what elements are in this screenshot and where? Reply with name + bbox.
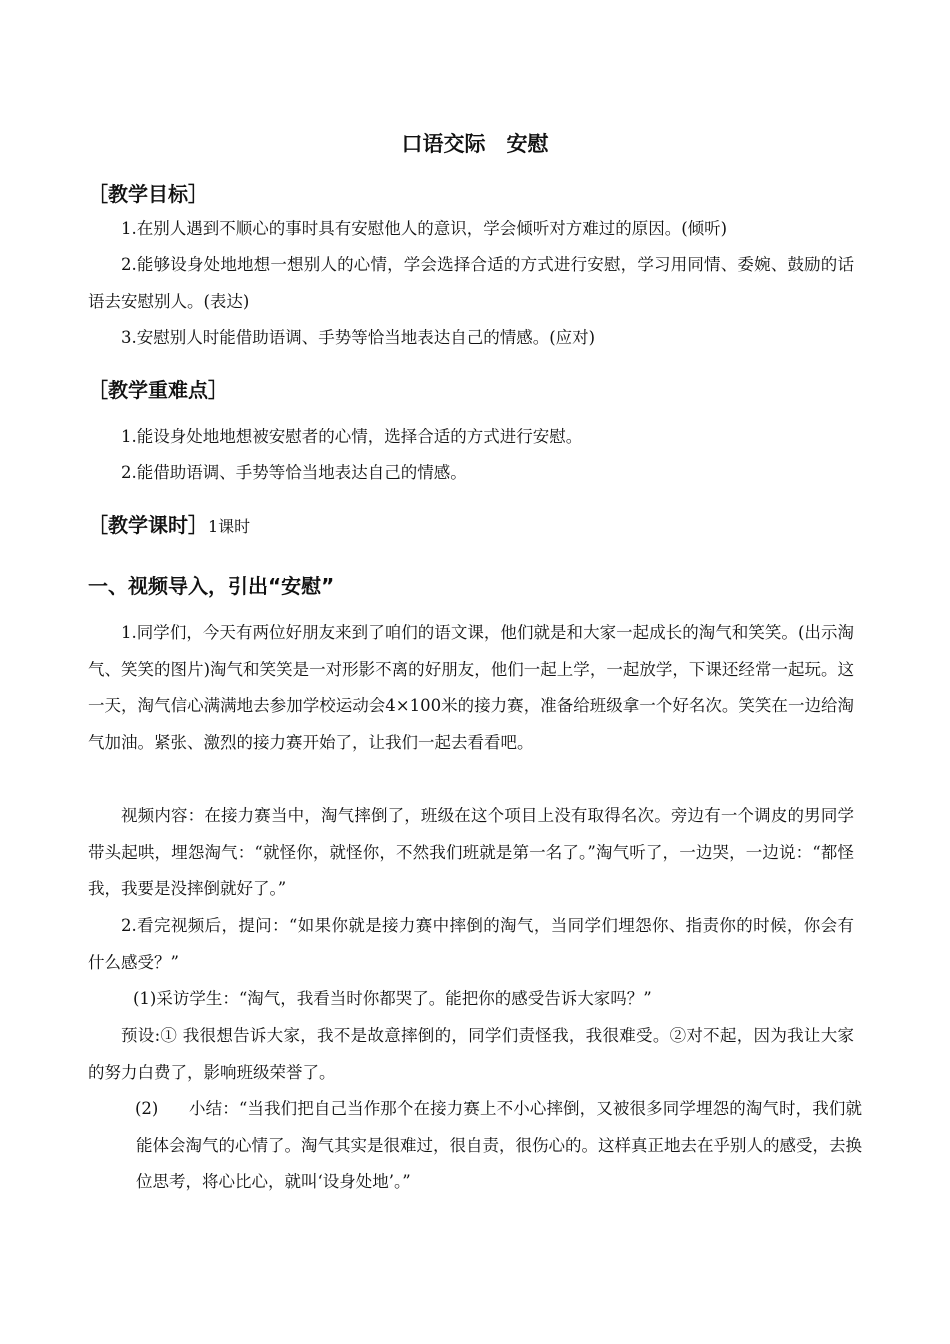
hours-line bbox=[88, 509, 250, 538]
keypoint-item-2: 2.能借助语调、手势等恰当地表达自己的情感。 bbox=[121, 463, 467, 482]
section1-paragraph-5: 预设:① 我很想告诉大家，我不是故意摔倒的，同学们责怪我，我很难受。②对不起，因为我让大家的努力白费了，影响班级荣誉了。 bbox=[88, 1026, 854, 1082]
section1-heading: 一、视频导入，引出“安慰” bbox=[88, 574, 335, 598]
section1-paragraph-3: 2.看完视频后，提问：“如果你就是接力赛中摔倒的淘气，当同学们埋怨你、指责你的时候，你会有什么感受？” bbox=[88, 916, 854, 972]
goal-item-1: 1.在别人遇到不顺心的事时具有安慰他人的意识，学会倾听对方难过的原因。(倾听) bbox=[121, 219, 728, 238]
keypoints-heading: ［教学重难点］ bbox=[88, 378, 228, 402]
goals-heading: ［教学目标］ bbox=[88, 182, 208, 206]
summary-number: (2) bbox=[135, 1099, 159, 1118]
section1-paragraph-4: (1)采访学生：“淘气，我看当时你都哭了。能把你的感受告诉大家吗？” bbox=[133, 989, 652, 1008]
section1-summary: 小结：“当我们把自己当作那个在接力赛上不小心摔倒，又被很多同学埋怨的淘气时，我们就能体会淘气的心情了。淘气其实是很难过，很自责，很伤心的。这样真正地去在乎别人的感受，去换位思考，将心比心，就叫‘设身处地’。” bbox=[136, 1099, 862, 1191]
goal-item-2: 2.能够设身处地地想一想别人的心情，学会选择合适的方式进行安慰，学习用同情、委婉、鼓励的话语去安慰别人。(表达) bbox=[88, 255, 854, 311]
hours-value: 1课时 bbox=[208, 517, 251, 536]
section1-paragraph-1: 1.同学们，今天有两位好朋友来到了咱们的语文课，他们就是和大家一起成长的淘气和笑笑。(出示淘气、笑笑的图片)淘气和笑笑是一对形影不离的好朋友，他们一起上学，一起放学，下课还经常一起玩。这一天，淘气信心满满地去参加学校运动会4×100米的接力赛，准备给班级拿一个好名次。笑笑在一边给淘气加油。紧张、激烈的接力赛开始了，让我们一起去看看吧。 bbox=[88, 623, 854, 752]
page-title: 口语交际 安慰 bbox=[401, 132, 549, 156]
hours-heading: ［教学课时］ bbox=[88, 513, 208, 537]
keypoint-item-1: 1.能设身处地地想被安慰者的心情，选择合适的方式进行安慰。 bbox=[121, 427, 583, 446]
section1-paragraph-2: 视频内容：在接力赛当中，淘气摔倒了，班级在这个项目上没有取得名次。旁边有一个调皮的男同学带头起哄，埋怨淘气：“就怪你，就怪你，不然我们班就是第一名了。”淘气听了，一边哭，一边说：“都怪我，我要是没摔倒就好了。” bbox=[88, 806, 854, 898]
goal-item-3: 3.安慰别人时能借助语调、手势等恰当地表达自己的情感。(应对) bbox=[121, 328, 596, 347]
